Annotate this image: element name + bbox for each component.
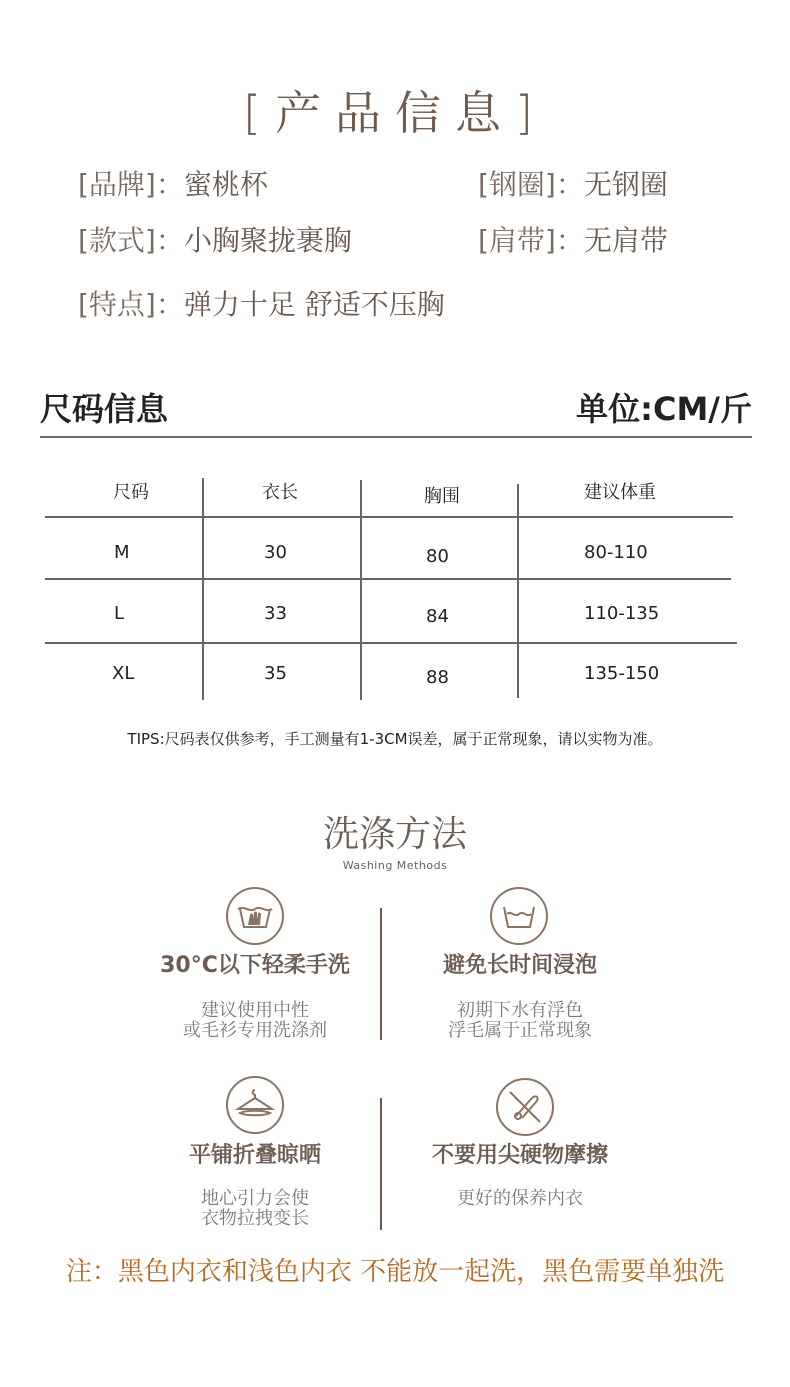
table-header-length: 衣长 bbox=[262, 482, 298, 503]
washing-title: 洗涤方法 bbox=[322, 814, 467, 855]
table-cell: 80-110 bbox=[584, 542, 648, 563]
flat-dry-hanger-icon bbox=[226, 1076, 284, 1134]
washing-divider bbox=[380, 1098, 382, 1230]
washing-note: 注：黑色内衣和浅色内衣 不能放一起洗，黑色需要单独洗 bbox=[65, 1257, 725, 1287]
washing-desc: 建议使用中性 bbox=[201, 1000, 309, 1021]
washing-heading: 30°C以下轻柔手洗 bbox=[160, 953, 350, 978]
table-cell: 80 bbox=[426, 546, 449, 567]
table-cell: 35 bbox=[264, 663, 287, 684]
table-cell: M bbox=[114, 542, 130, 563]
info-value: 小胸聚拢裹胸 bbox=[183, 224, 352, 257]
table-cell: 135-150 bbox=[584, 663, 660, 684]
hand-wash-icon bbox=[226, 887, 284, 945]
table-cell: XL bbox=[112, 663, 135, 684]
table-cell: 33 bbox=[264, 603, 287, 624]
info-label: [肩带]： bbox=[478, 224, 584, 257]
info-value: 无肩带 bbox=[583, 224, 668, 257]
table-column-divider bbox=[202, 478, 204, 700]
info-label: [款式]： bbox=[78, 224, 184, 257]
info-label: [钢圈]： bbox=[478, 168, 584, 201]
table-divider bbox=[45, 516, 733, 518]
table-cell: 110-135 bbox=[584, 603, 660, 624]
washing-divider bbox=[380, 908, 382, 1040]
washing-heading: 避免长时间浸泡 bbox=[442, 953, 597, 978]
table-divider bbox=[45, 578, 731, 580]
table-column-divider bbox=[360, 480, 362, 700]
washing-subtitle: Washing Methods bbox=[342, 859, 448, 872]
table-header-size: 尺码 bbox=[113, 482, 149, 503]
info-label: [品牌]： bbox=[78, 168, 184, 201]
size-info-title: 尺码信息 bbox=[40, 390, 169, 428]
washing-desc: 衣物拉拽变长 bbox=[201, 1208, 309, 1229]
title-text: 产品信息 bbox=[275, 86, 515, 140]
size-unit-label: 单位:CM/斤 bbox=[576, 390, 752, 428]
table-header-bust: 胸围 bbox=[424, 486, 460, 507]
washing-heading: 不要用尖硬物摩擦 bbox=[431, 1143, 608, 1168]
info-value: 弹力十足 舒适不压胸 bbox=[183, 288, 445, 321]
info-label: [特点]： bbox=[78, 288, 184, 321]
table-cell: 84 bbox=[426, 606, 449, 627]
washing-desc: 更好的保养内衣 bbox=[457, 1188, 583, 1209]
table-divider bbox=[45, 642, 737, 644]
washing-desc: 或毛衫专用洗涤剂 bbox=[183, 1020, 327, 1041]
table-header-weight: 建议体重 bbox=[584, 482, 656, 503]
title-bracket-close: ] bbox=[515, 86, 547, 140]
washing-heading: 平铺折叠晾晒 bbox=[188, 1143, 321, 1168]
info-value: 无钢圈 bbox=[583, 168, 668, 201]
title-bracket-open: [ bbox=[243, 86, 275, 140]
table-cell: 88 bbox=[426, 667, 449, 688]
washing-desc: 初期下水有浮色 bbox=[457, 1000, 583, 1021]
table-column-divider bbox=[517, 484, 519, 698]
table-cell: L bbox=[114, 603, 125, 624]
no-sharp-objects-icon bbox=[496, 1078, 554, 1136]
soak-basin-icon bbox=[490, 887, 548, 945]
info-value: 蜜桃杯 bbox=[183, 168, 268, 201]
size-tips: TIPS:尺码表仅供参考，手工测量有1-3CM误差，属于正常现象，请以实物为准。 bbox=[127, 730, 663, 748]
washing-desc: 地心引力会使 bbox=[201, 1188, 309, 1209]
washing-desc: 浮毛属于正常现象 bbox=[448, 1020, 592, 1041]
table-cell: 30 bbox=[264, 542, 287, 563]
